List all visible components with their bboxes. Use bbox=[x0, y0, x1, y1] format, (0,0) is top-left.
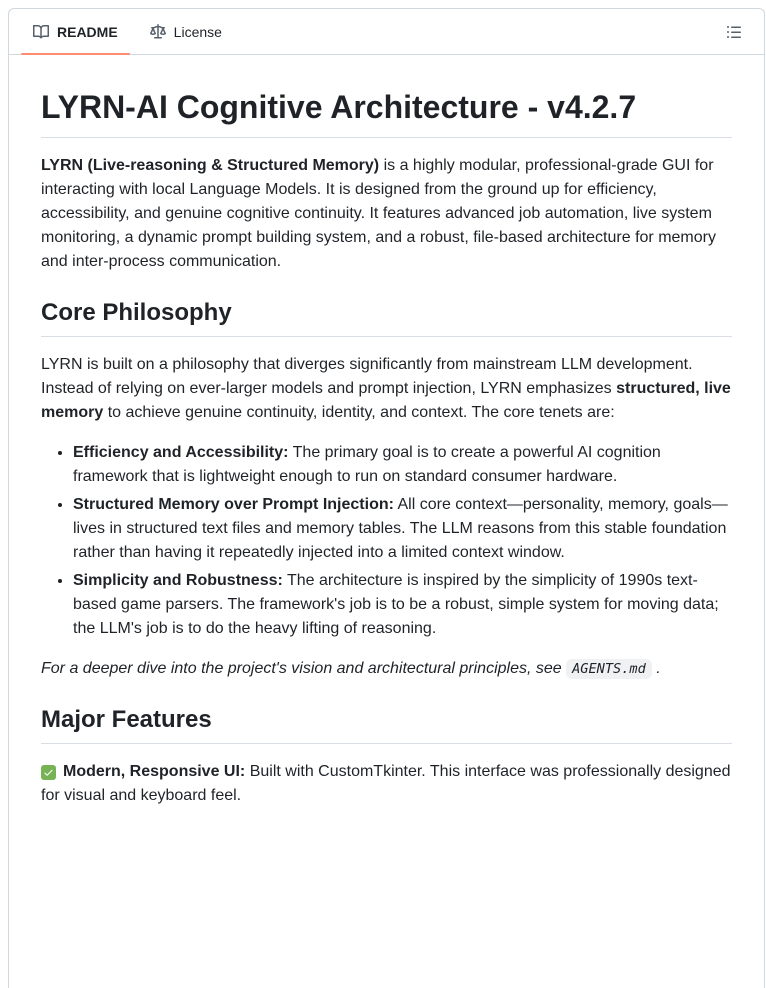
feature-item bbox=[41, 760, 732, 808]
readme-content bbox=[9, 55, 764, 840]
philosophy-bold: structured, live memory bbox=[41, 380, 731, 421]
intro-rest: is a highly modular, professional-grade GUI for interacting with local Language Models. It is designed from the ground up for efficiency, accessibility, and genuine cognitive continuity. It features advanced job automation, live system monitoring, a dynamic prompt building system, and a robust, file-based architecture for memory and inter-process communication. bbox=[41, 157, 716, 270]
page-title: LYRN-AI Cognitive Architecture - v4.2.7 bbox=[41, 87, 732, 138]
philosophy-text-after: to achieve genuine continuity, identity, and context. The core tenets are: bbox=[103, 404, 615, 421]
law-icon bbox=[150, 24, 166, 40]
tab-readme[interactable] bbox=[17, 9, 134, 54]
philosophy-paragraph bbox=[41, 353, 732, 425]
intro-bold: LYRN (Live-reasoning & Structured Memory) bbox=[41, 157, 380, 174]
note-text-before: For a deeper dive into the project's vision and architectural principles, see bbox=[41, 660, 567, 677]
list-unordered-icon bbox=[726, 24, 742, 40]
tenet-term: Simplicity and Robustness: bbox=[73, 572, 283, 589]
tenet-desc: The primary goal is to create a powerful AI cognition framework that is lightweight enough to run on standard consumer hardware. bbox=[73, 444, 661, 485]
intro-paragraph bbox=[41, 154, 732, 274]
list-item bbox=[73, 441, 732, 489]
list-item bbox=[73, 493, 732, 565]
tenets-list bbox=[41, 441, 732, 641]
file-tabbar bbox=[9, 9, 764, 55]
feature-desc: Built with CustomTkinter. This interface was professionally designed for visual and keyboard feel. bbox=[41, 763, 731, 804]
section-heading-major-features: Major Features bbox=[41, 705, 732, 744]
book-icon bbox=[33, 24, 49, 40]
tab-license-label: License bbox=[173, 23, 222, 40]
list-item bbox=[73, 569, 732, 641]
readme-card bbox=[8, 8, 765, 988]
tenet-term: Structured Memory over Prompt Injection: bbox=[73, 496, 394, 513]
outline-button[interactable] bbox=[718, 16, 750, 48]
agents-note bbox=[41, 657, 732, 681]
section-heading-core-philosophy: Core Philosophy bbox=[41, 298, 732, 337]
tenet-term: Efficiency and Accessibility: bbox=[73, 444, 289, 461]
philosophy-text-before: LYRN is built on a philosophy that diverges significantly from mainstream LLM development. Instead of relying on ever-larger models and prompt injection, LYRN emphasizes bbox=[41, 356, 693, 397]
tab-readme-label: README bbox=[57, 23, 118, 40]
note-text-after: . bbox=[651, 660, 661, 677]
feature-term: Modern, Responsive UI: bbox=[63, 763, 246, 780]
tenet-desc: All core context—personality, memory, goals—lives in structured text files and memory tables. The LLM reasons from this stable foundation rather than having it repeatedly injected into a limited context window. bbox=[73, 496, 728, 561]
tenet-desc: The architecture is inspired by the simplicity of 1990s text-based game parsers. The framework's job is to be a robust, simple system for moving data; the LLM's job is to do the heavy lifting of reasoning. bbox=[73, 572, 719, 637]
tab-license[interactable] bbox=[134, 9, 238, 54]
inline-code-agents-md: AGENTS.md bbox=[566, 659, 652, 679]
check-icon bbox=[41, 765, 56, 780]
